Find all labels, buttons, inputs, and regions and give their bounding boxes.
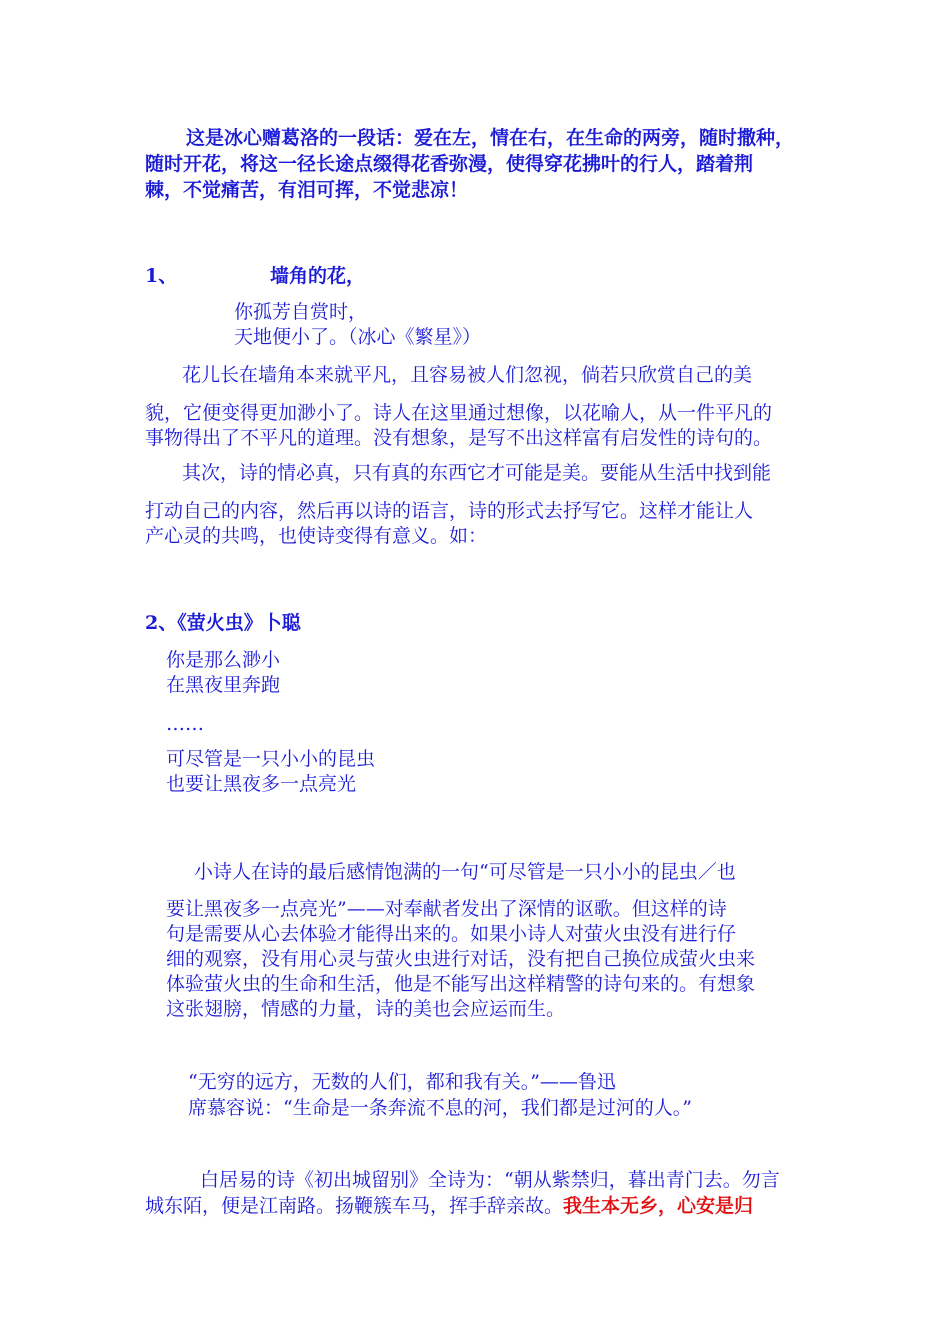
poem-2-ellipsis: …… [166,713,204,735]
poem-1-line-2: 你孤芳自赏时， [234,301,368,323]
para-3-line-4: 细的观察，没有用心灵与萤火虫进行对话，没有把自己换位成萤火虫来 [166,948,756,970]
poem-2-line-2: 在黑夜里奔跑 [166,674,281,696]
para-2-line-1: 其次，诗的情必真，只有真的东西它才可能是美。要能从生活中找到能 [182,462,772,484]
section-2-heading: 2、《萤火虫》卜聪 [145,612,301,634]
quote-lu-xun: “无穷的远方，无数的人们，都和我有关。”——鲁迅 [188,1071,616,1093]
para-1-line-2: 貌，它便变得更加渺小了。诗人在这里通过想像，以花喻人，从一件平凡的 [145,402,773,424]
para-2-line-2: 打动自己的内容，然后再以诗的语言，诗的形式去抒写它。这样才能让人 [145,500,754,522]
para-2-line-3: 产心灵的共鸣，也使诗变得有意义。如： [145,525,488,547]
poem-1-line-1: 墙角的花， [270,265,366,287]
intro-line-3: 棘，不觉痛苦，有泪可挥，不觉悲凉！ [145,179,469,201]
poem-2-line-1: 你是那么渺小 [166,649,281,671]
intro-line-1: 这是冰心赠葛洛的一段话：爱在左，情在右，在生命的两旁，随时撒种， [186,127,795,149]
para-3-line-2: 要让黑夜多一点亮光”——对奉献者发出了深情的讴歌。但这样的诗 [166,898,727,920]
bai-line-1: 白居易的诗《初出城留别》全诗为：“朝从紫禁归，暮出青门去。勿言 [200,1169,780,1191]
poem-2-line-4: 也要让黑夜多一点亮光 [166,773,357,795]
poem-1-line-3: 天地便小了。（冰心《繁星》） [234,326,482,348]
para-1-line-3: 事物得出了不平凡的道理。没有想象，是写不出这样富有启发性的诗句的。 [145,427,773,449]
para-1-line-1: 花儿长在墙角本来就平凡，且容易被人们忽视，倘若只欣赏自己的美 [182,364,753,386]
bai-line-2-highlight: 我生本无乡，心安是归 [563,1195,754,1217]
bai-line-2-text: 城东陌，便是江南路。扬鞭簇车马，挥手辞亲故。 [145,1195,564,1217]
quote-xi-murong: 席慕容说：“生命是一条奔流不息的河，我们都是过河的人。” [188,1097,692,1119]
bai-line-2 [145,1194,753,1218]
para-3-line-5: 体验萤火虫的生命和生活，他是不能写出这样精警的诗句来的。有想象 [166,973,756,995]
para-3-line-1: 小诗人在诗的最后感情饱满的一句“可尽管是一只小小的昆虫／也 [194,861,736,883]
section-1-number: 1、 [145,265,178,287]
intro-line-2: 随时开花，将这一径长途点缀得花香弥漫，使得穿花拂叶的行人，踏着荆 [145,153,754,175]
poem-2-line-3: 可尽管是一只小小的昆虫 [166,748,376,770]
para-3-line-3: 句是需要从心去体验才能得出来的。如果小诗人对萤火虫没有进行仔 [166,923,737,945]
para-3-line-6: 这张翅膀，情感的力量，诗的美也会应运而生。 [166,998,566,1020]
